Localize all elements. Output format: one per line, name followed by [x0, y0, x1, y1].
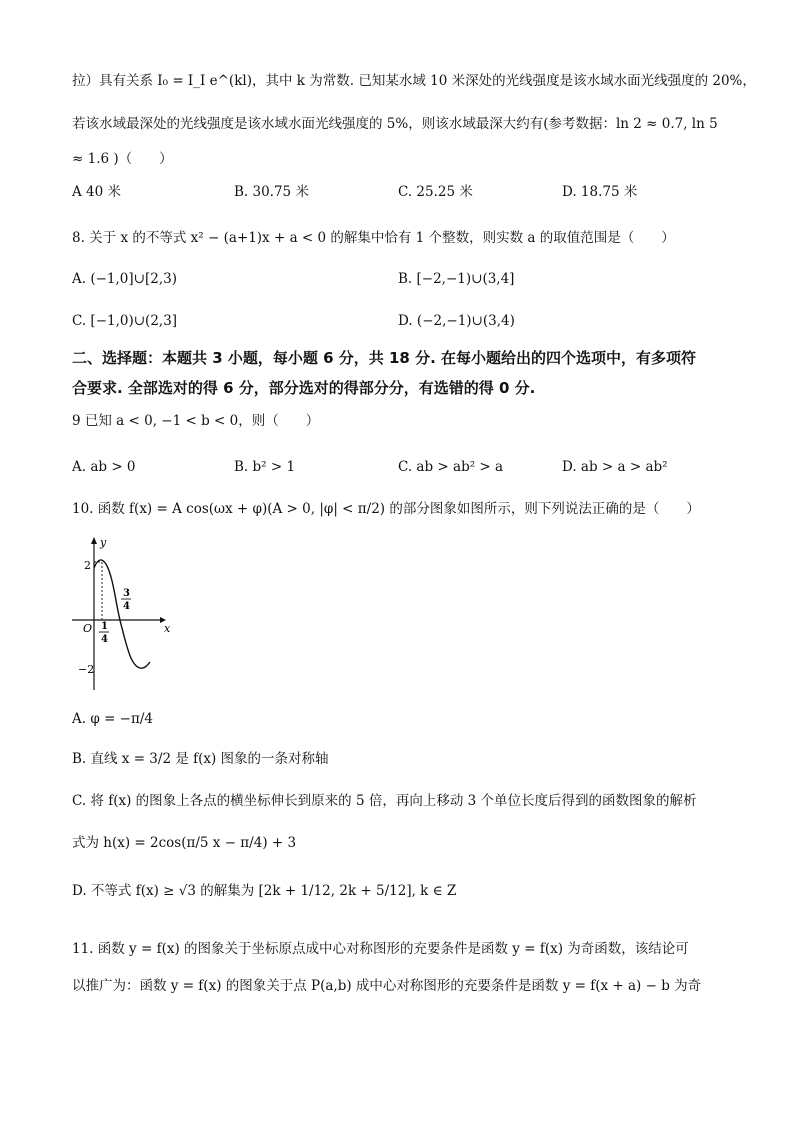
- q11-line-1: 11. 函数 y = f(x) 的图象关于坐标原点成中心对称图形的充要条件是函数 y = f(x) 为奇函数，该结论可: [72, 941, 689, 957]
- q9-option-a: A. ab > 0: [72, 459, 136, 475]
- q8-option-d: D. (−2,−1)∪(3,4): [398, 313, 515, 329]
- y-axis-arrow-icon: [91, 537, 97, 544]
- q9-option-b: B. b² > 1: [234, 459, 296, 475]
- y-min-label: −2: [78, 663, 95, 676]
- q7-line-2: 若该水域最深处的光线强度是该水域水面光线强度的 5%，则该水域最深大约有(参考数据：ln 2 ≈ 0.7, ln 5: [72, 116, 718, 132]
- section-2-heading-line-2: 合要求. 全部选对的得 6 分，部分选对的得部分分，有选错的得 0 分.: [72, 379, 536, 397]
- origin-label: O: [83, 622, 93, 635]
- tick-quarter-denominator: 4: [101, 634, 108, 645]
- q9-option-d: D. ab > a > ab²: [562, 459, 668, 475]
- q10-option-b: B. 直线 x = 3/2 是 f(x) 图象的一条对称轴: [72, 751, 329, 767]
- y-max-label: 2: [84, 559, 91, 572]
- q8-option-c: C. [−1,0)∪(2,3]: [72, 313, 178, 329]
- q7-line-3: ≈ 1.6 )（ ）: [72, 151, 173, 167]
- q8-option-a: A. (−1,0]∪[2,3): [72, 271, 177, 287]
- q7-option-c: C. 25.25 米: [398, 184, 473, 200]
- q10-graph: [64, 532, 180, 694]
- y-axis-label: y: [100, 536, 107, 549]
- q9-stem: 9 已知 a < 0, −1 < b < 0，则（ ）: [72, 413, 320, 429]
- q10-option-a: A. φ = −π/4: [72, 711, 153, 727]
- q10-option-c-line-1: C. 将 f(x) 的图象上各点的横坐标伸长到原来的 5 倍，再向上移动 3 个单位长度后得到的函数图象的解析: [72, 793, 697, 809]
- q7-option-a: A 40 米: [72, 184, 122, 200]
- q8-option-b: B. [−2,−1)∪(3,4]: [398, 271, 515, 287]
- tick-three-quarter-numerator: 3: [123, 588, 130, 599]
- q9-option-c: C. ab > ab² > a: [398, 459, 504, 475]
- q7-line-1: 拉）具有关系 I₀ = I_I e^(kl)，其中 k 为常数. 已知某水域 10 米深处的光线强度是该水域水面光线强度的 20%，: [72, 73, 756, 89]
- q7-option-b: B. 30.75 米: [234, 184, 309, 200]
- q8-stem: 8. 关于 x 的不等式 x² − (a+1)x + a < 0 的解集中恰有 1 个整数，则实数 a 的取值范围是（ ）: [72, 230, 675, 246]
- q10-stem: 10. 函数 f(x) = A cos(ωx + φ)(A > 0, |φ| < π/2) 的部分图象如图所示，则下列说法正确的是（ ）: [72, 501, 700, 517]
- q10-option-d: D. 不等式 f(x) ≥ √3 的解集为 [2k + 1/12, 2k + 5/12], k ∈ Z: [72, 883, 457, 899]
- q11-line-2: 以推广为：函数 y = f(x) 的图象关于点 P(a,b) 成中心对称图形的充要条件是函数 y = f(x + a) − b 为奇: [72, 978, 702, 994]
- q10-option-c-line-2: 式为 h(x) = 2cos(π/5 x − π/4) + 3: [72, 835, 297, 851]
- tick-quarter-numerator: 1: [101, 621, 108, 632]
- section-2-heading-line-1: 二、选择题：本题共 3 小题，每小题 6 分，共 18 分. 在每小题给出的四个选项中，有多项符: [72, 349, 697, 367]
- q7-option-d: D. 18.75 米: [562, 184, 638, 200]
- tick-three-quarter-denominator: 4: [123, 601, 130, 612]
- x-axis-label: x: [164, 622, 171, 635]
